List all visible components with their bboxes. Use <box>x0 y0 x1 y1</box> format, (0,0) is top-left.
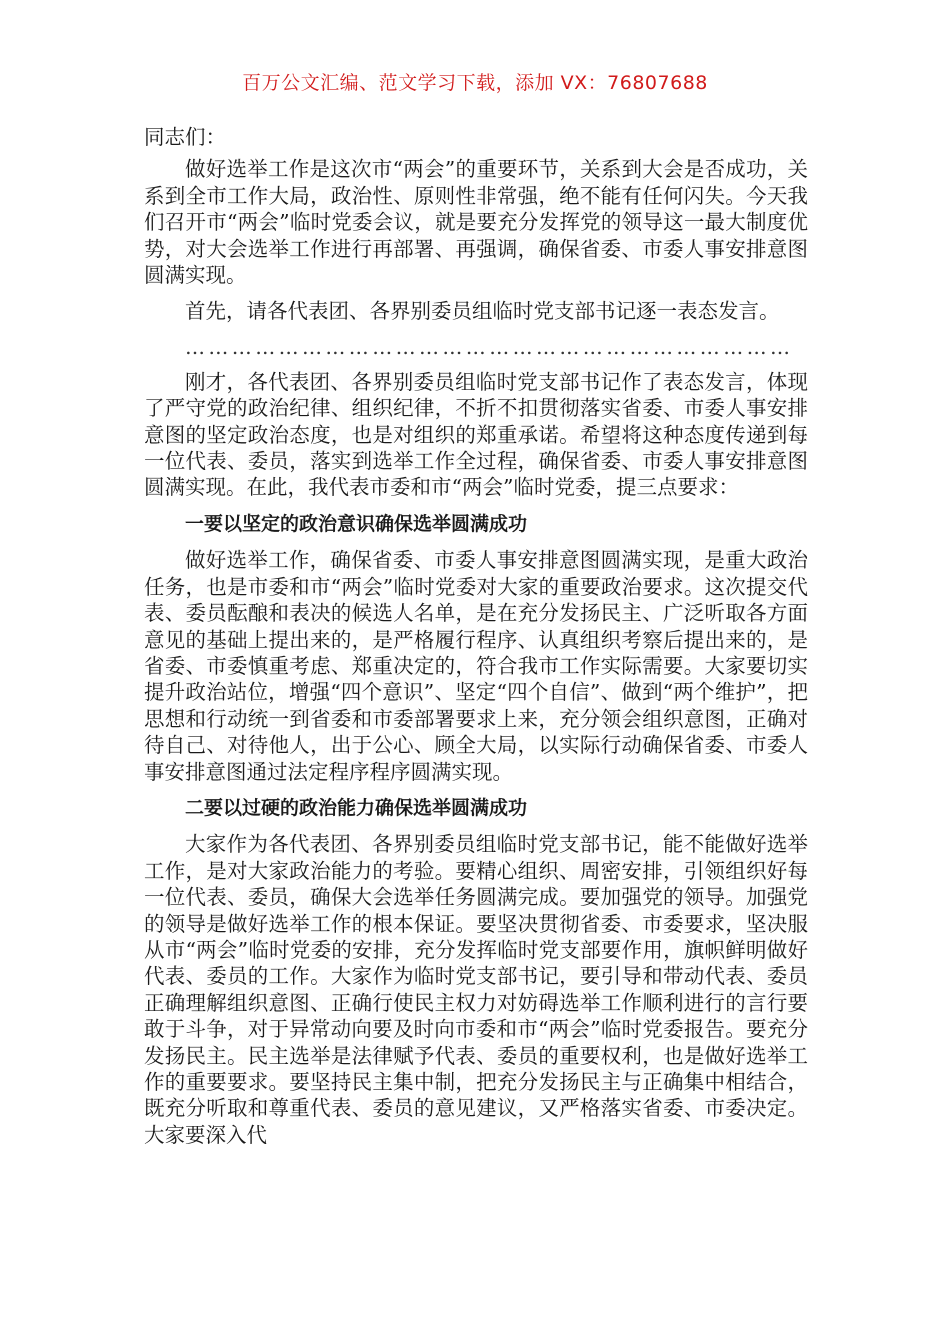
section2-body: 大家作为各代表团、各界别委员组临时党支部书记，能不能做好选举工作，是对大家政治能力的考验。要精心组织、周密安排，引领组织好每一位代表、委员，确保大会选举任务圆满完成。要加强党的领导。加强党的领导是做好选举工作的根本保证。要坚决贯彻省委、市委要求，坚决服从市“两会”临时党委的安排，充分发挥临时党支部要作用，旗帜鲜明做好代表、委员的工作。大家作为临时党支部书记，要引导和带动代表、委员正确理解组织意图、正确行使民主权力对妨碍选举工作顺利进行的言行要敢于斗争，对于异常动向要及时向市委和市“两会”临时党委报告。要充分发扬民主。民主选举是法律赋予代表、委员的重要权利，也是做好选举工作的重要要求。要坚持民主集中制，把充分发扬民主与正确集中相结合，既充分听取和尊重代表、委员的意见建议，又严格落实省委、市委决定。大家要深入代 <box>144 832 808 1147</box>
header-banner: 百万公文汇编、范文学习下载，添加 VX：76807688 <box>242 72 708 94</box>
after-statement-paragraph: 刚才，各代表团、各界别委员组临时党支部书记作了表态发言，体现了严守党的政治纪律、组织纪律，不折不扣贯彻落实省委、市委人事安排意图的坚定政治态度，也是对组织的郑重承诺。希望将这种态度传递到每一位代表、委员，落实到选举工作全过程，确保省委、市委人事安排意图圆满实现。在此，我代表市委和市“两会”临时党委，提三点要求： <box>144 369 808 500</box>
intro-paragraph: 做好选举工作是这次市“两会”的重要环节，关系到大会是否成功，关系到全市工作大局，政治性、原则性非常强，绝不能有任何闪失。今天我们召开市“两会”临时党委会议，就是要充分发挥党的领导这一最大制度优势，对大会选举工作进行再部署、再强调，确保省委、市委人事安排意图圆满实现。 <box>144 157 808 288</box>
section1-body: 做好选举工作，确保省委、市委人事安排意图圆满实现，是重大政治任务，也是市委和市“两会”临时党委对大家的重要政治要求。这次提交代表、委员酝酿和表决的候选人名单，是在充分发扬民主、广泛听取各方面意见的基础上提出来的，是严格履行程序、认真组织考察后提出来的，是省委、市委慎重考虑、郑重决定的，符合我市工作实际需要。大家要切实提升政治站位，增强“四个意识”、坚定“四个自信”、做到“两个维护”，把思想和行动统一到省委和市委部署要求上来，充分领会组织意图，正确对待自己、对待他人，出于公心、顾全大局，以实际行动确保省委、市委人事安排意图通过法定程序程序圆满实现。 <box>144 548 808 784</box>
section2-heading: 二要以过硬的政治能力确保选举圆满成功 <box>185 796 528 819</box>
document-body <box>144 124 808 1148</box>
section1-heading: 一要以坚定的政治意识确保选举圆满成功 <box>185 512 528 535</box>
salutation: 同志们： <box>144 125 226 149</box>
ellipsis-line: …………………………………………………………………… <box>185 334 794 359</box>
first-statement: 首先，请各代表团、各界别委员组临时党支部书记逐一表态发言。 <box>185 299 780 324</box>
